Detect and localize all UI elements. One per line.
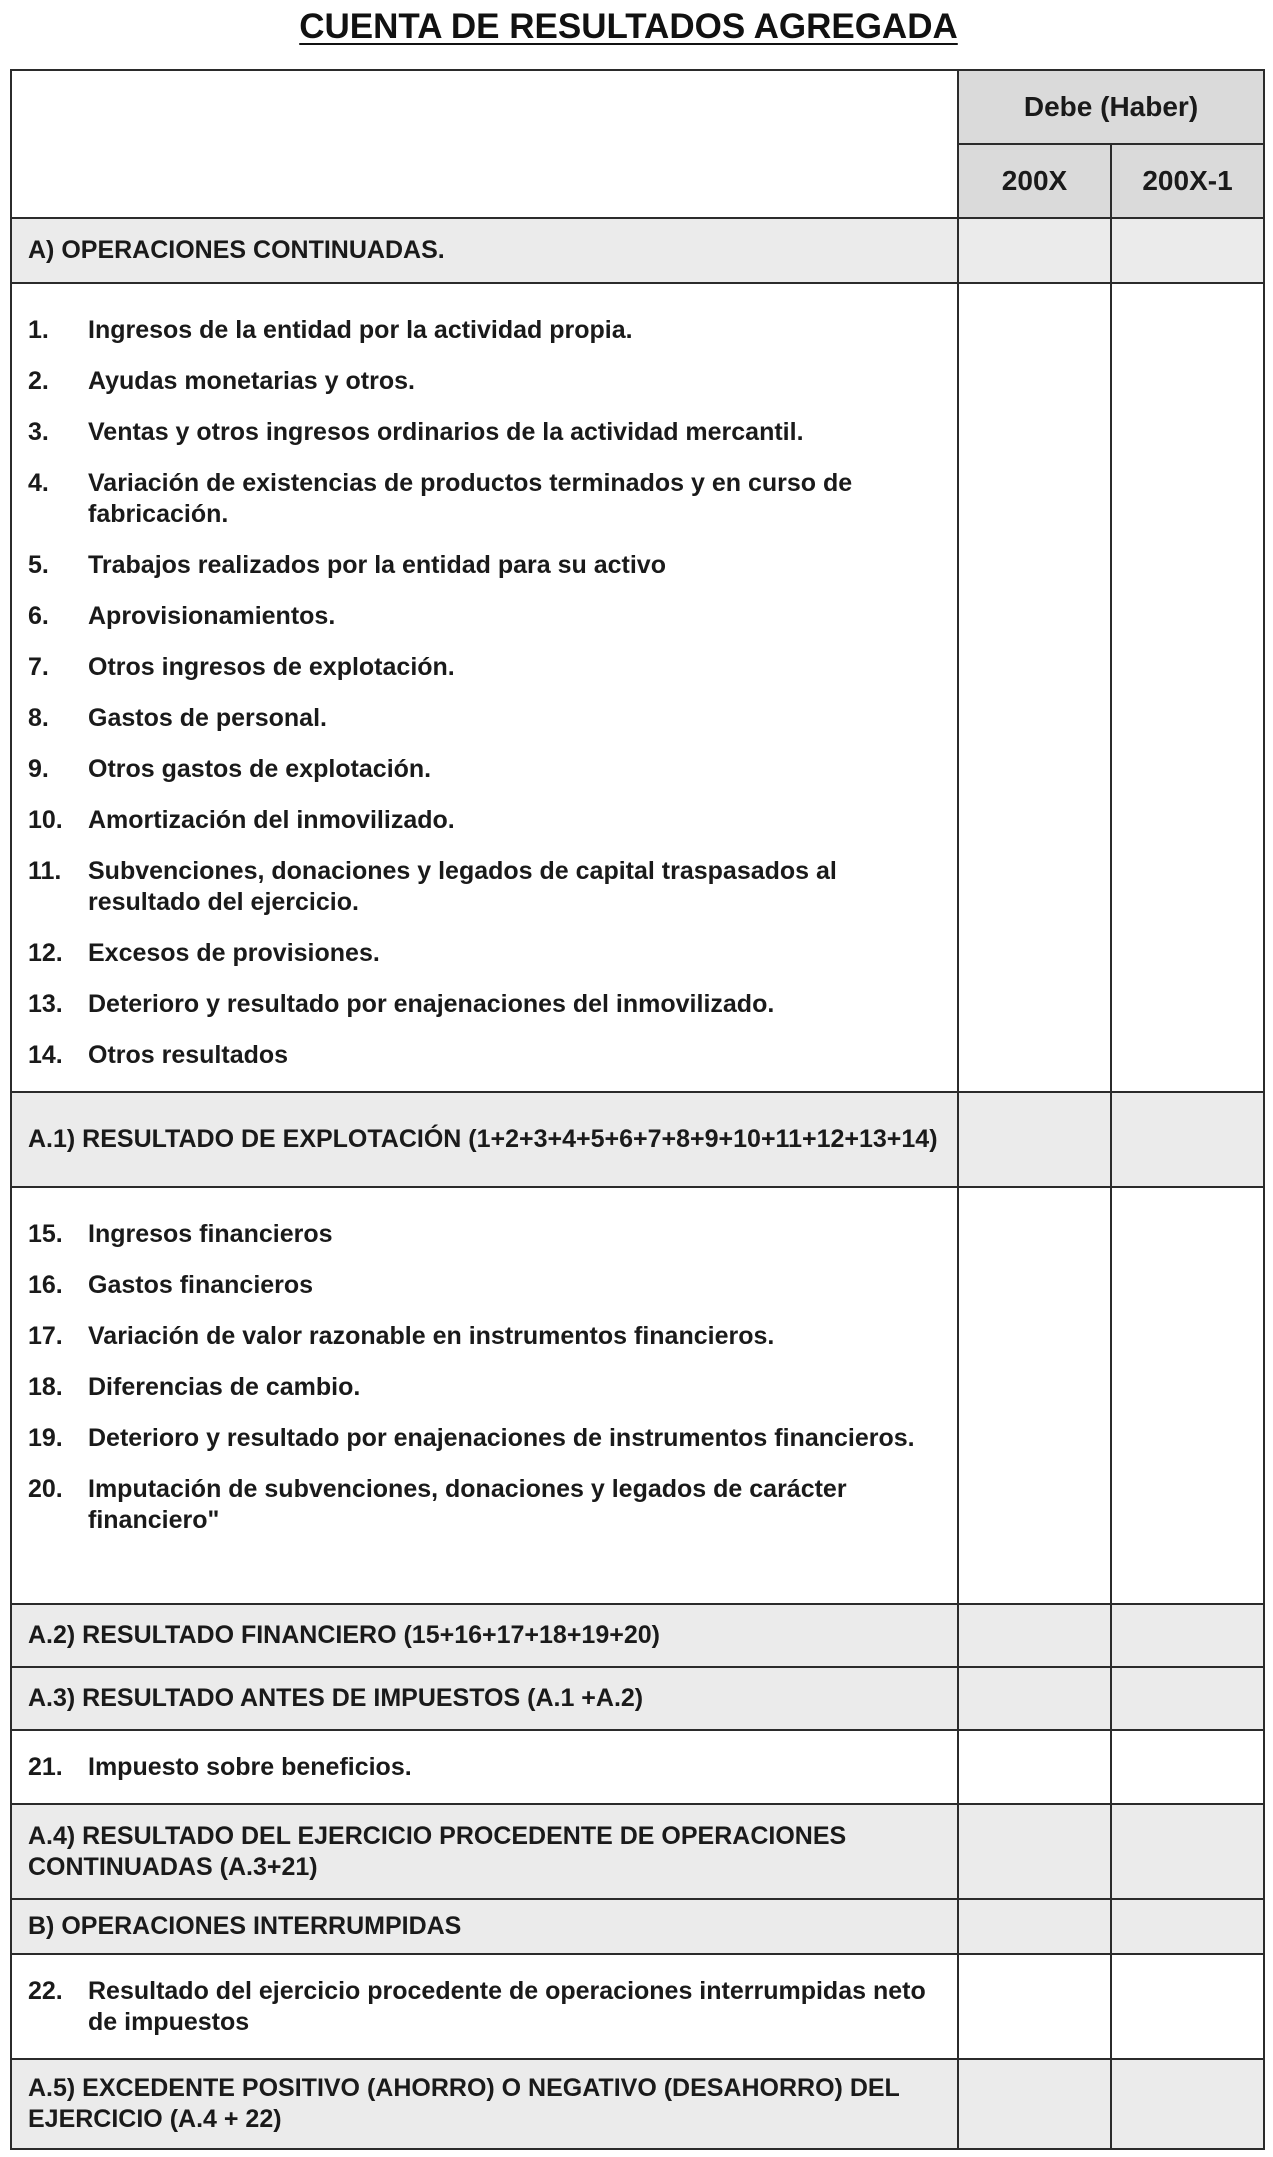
value-cell xyxy=(958,1667,1111,1730)
value-cell xyxy=(1111,1954,1264,2059)
value-cell xyxy=(958,2059,1111,2149)
items-list-2 xyxy=(12,1188,957,1536)
item-number: 10. xyxy=(28,806,63,834)
item-text: Otros gastos de explotación. xyxy=(88,755,432,783)
list-item xyxy=(28,1372,941,1403)
item-text: Imputación de subvenciones, donaciones y legados de carácter financiero" xyxy=(88,1475,847,1534)
item-number: 6. xyxy=(28,602,49,630)
value-cell xyxy=(958,218,1111,283)
list-item xyxy=(28,703,941,734)
value-cell xyxy=(958,1954,1111,2059)
list-item xyxy=(28,1270,941,1301)
item-text: Variación de existencias de productos terminados y en curso de fabricación. xyxy=(88,469,853,528)
item-number: 5. xyxy=(28,551,49,579)
list-item xyxy=(28,856,941,918)
item-text: Ayudas monetarias y otros. xyxy=(88,367,415,395)
value-cell xyxy=(1111,1667,1264,1730)
list-item xyxy=(28,315,941,346)
list-item xyxy=(28,989,941,1020)
item-text: Resultado del ejercicio procedente de operaciones interrumpidas neto de impuestos xyxy=(88,1976,926,2036)
a2-result-label: A.2) RESULTADO FINANCIERO (15+16+17+18+19+20) xyxy=(11,1604,958,1667)
item-text: Aprovisionamientos. xyxy=(88,602,336,630)
value-cell xyxy=(1111,1604,1264,1667)
value-cell xyxy=(958,1804,1111,1899)
items-group-1 xyxy=(11,283,958,1092)
item-number: 22. xyxy=(28,1976,63,2005)
item-text: Trabajos realizados por la entidad para su activo xyxy=(88,551,666,579)
item-text: Excesos de provisiones. xyxy=(88,939,380,967)
value-cell xyxy=(1111,2059,1264,2149)
item-text: Deterioro y resultado por enajenaciones de instrumentos financieros. xyxy=(88,1424,915,1452)
value-cell xyxy=(1111,1899,1264,1954)
item-text: Variación de valor razonable en instrumentos financieros. xyxy=(88,1322,775,1350)
item-number: 3. xyxy=(28,418,49,446)
list-item xyxy=(28,1752,941,1783)
item-number: 14. xyxy=(28,1041,63,1069)
section-b-label: B) OPERACIONES INTERRUMPIDAS xyxy=(11,1899,958,1954)
a3-result-label: A.3) RESULTADO ANTES DE IMPUESTOS (A.1 +A.2) xyxy=(11,1667,958,1730)
item-text: Diferencias de cambio. xyxy=(88,1373,361,1401)
item-number: 8. xyxy=(28,704,49,732)
header-blank-cell xyxy=(11,70,958,218)
item-text: Amortización del inmovilizado. xyxy=(88,806,455,834)
items-group-2 xyxy=(11,1187,958,1604)
item-text: Gastos financieros xyxy=(88,1271,314,1299)
list-item xyxy=(28,1976,941,2038)
list-item xyxy=(28,1219,941,1250)
value-cell xyxy=(1111,1730,1264,1804)
value-cell xyxy=(958,1604,1111,1667)
item-number: 15. xyxy=(28,1220,63,1248)
list-item xyxy=(28,468,941,530)
item-number: 13. xyxy=(28,990,63,1018)
item-number: 11. xyxy=(28,857,62,885)
item-22-row xyxy=(11,1954,958,2059)
item-text: Impuesto sobre beneficios. xyxy=(88,1752,412,1781)
list-item xyxy=(28,652,941,683)
header-year-previous: 200X-1 xyxy=(1111,144,1264,218)
item-text: Otros ingresos de explotación. xyxy=(88,653,455,681)
value-cell xyxy=(958,1187,1111,1604)
item-number: 19. xyxy=(28,1424,63,1452)
value-cell xyxy=(958,1092,1111,1187)
item-number: 9. xyxy=(28,755,49,783)
item-text: Otros resultados xyxy=(88,1041,289,1069)
value-cell xyxy=(958,1899,1111,1954)
list-item xyxy=(28,550,941,581)
item-text: Ingresos financieros xyxy=(88,1220,333,1248)
item-number: 17. xyxy=(28,1322,63,1350)
a5-result-label: A.5) EXCEDENTE POSITIVO (AHORRO) O NEGATIVO (DESAHORRO) DEL EJERCICIO (A.4 + 22) xyxy=(11,2059,958,2149)
section-a-label: A) OPERACIONES CONTINUADAS. xyxy=(11,218,958,283)
income-statement-table xyxy=(10,69,1265,2150)
item-number: 12. xyxy=(28,939,63,967)
list-item xyxy=(28,366,941,397)
item-number: 7. xyxy=(28,653,49,681)
item-text: Deterioro y resultado por enajenaciones del inmovilizado. xyxy=(88,990,775,1018)
item-number: 4. xyxy=(28,469,49,497)
value-cell xyxy=(1111,283,1264,1092)
a4-result-label: A.4) RESULTADO DEL EJERCICIO PROCEDENTE DE OPERACIONES CONTINUADAS (A.3+21) xyxy=(11,1804,958,1899)
page-title xyxy=(0,2,1257,52)
list-item xyxy=(28,417,941,448)
items-list-1 xyxy=(12,284,957,1071)
value-cell xyxy=(958,1730,1111,1804)
value-cell xyxy=(1111,1804,1264,1899)
item-number: 16. xyxy=(28,1271,63,1299)
item-text: Ingresos de la entidad por la actividad propia. xyxy=(88,316,633,344)
header-year-current: 200X xyxy=(958,144,1111,218)
title-text: CUENTA DE RESULTADOS AGREGADA xyxy=(299,7,958,46)
list-item xyxy=(28,1474,941,1536)
item-number: 18. xyxy=(28,1373,63,1401)
list-item xyxy=(28,1423,941,1454)
list-item xyxy=(28,754,941,785)
item-number: 1. xyxy=(28,316,49,344)
list-item xyxy=(28,601,941,632)
item-text: Gastos de personal. xyxy=(88,704,327,732)
list-item xyxy=(28,1321,941,1352)
item-number: 20. xyxy=(28,1475,63,1503)
item-number: 21. xyxy=(28,1752,63,1781)
a1-result-label: A.1) RESULTADO DE EXPLOTACIÓN (1+2+3+4+5+6+7+8+9+10+11+12+13+14) xyxy=(11,1092,958,1187)
header-debe-haber: Debe (Haber) xyxy=(958,70,1264,144)
item-text: Subvenciones, donaciones y legados de capital traspasados al resultado del ejercicio. xyxy=(88,857,837,916)
item-21-row xyxy=(11,1730,958,1804)
value-cell xyxy=(1111,1092,1264,1187)
value-cell xyxy=(1111,218,1264,283)
list-item xyxy=(28,1040,941,1071)
value-cell xyxy=(1111,1187,1264,1604)
value-cell xyxy=(958,283,1111,1092)
item-number: 2. xyxy=(28,367,49,395)
item-text: Ventas y otros ingresos ordinarios de la actividad mercantil. xyxy=(88,418,804,446)
list-item xyxy=(28,805,941,836)
list-item xyxy=(28,938,941,969)
